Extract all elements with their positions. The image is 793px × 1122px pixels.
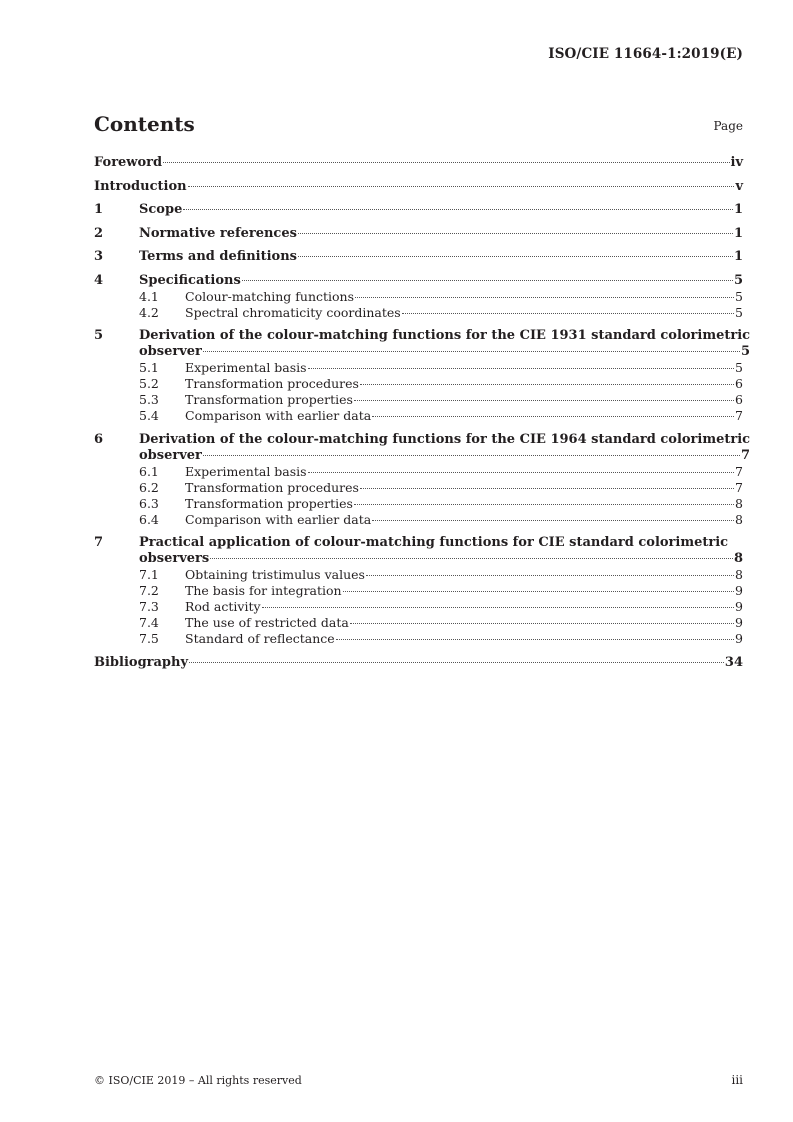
dot-leader xyxy=(183,209,733,210)
toc-subentry-7-3[interactable] xyxy=(94,599,743,615)
toc-entry-number: 4 xyxy=(94,272,104,288)
toc-subentry-5-2[interactable] xyxy=(94,376,743,392)
toc-entry-page: 8 xyxy=(735,495,743,511)
document-id-header: ISO/CIE 11664-1:2019(E) xyxy=(548,46,743,62)
toc-entry-page: 9 xyxy=(735,631,743,646)
dot-leader xyxy=(308,368,734,369)
toc-entry-number: 7.5 xyxy=(139,631,159,646)
toc-entry-page: 5 xyxy=(735,288,743,304)
toc-entry-page: 9 xyxy=(735,583,743,598)
toc-entry-page: 9 xyxy=(735,615,743,630)
toc-subentry-6-1[interactable] xyxy=(94,464,743,480)
toc-entry-title: Spectral chromaticity coordinates xyxy=(185,304,401,320)
dot-leader xyxy=(354,400,734,401)
toc-entry-page: 1 xyxy=(733,202,743,217)
toc-entry-number: 6.3 xyxy=(139,495,159,511)
toc-entry-title: Experimental basis xyxy=(185,463,307,479)
toc-entry-number: 7.1 xyxy=(139,567,159,582)
toc-entry-title: Transformation procedures xyxy=(185,479,359,495)
table-of-contents xyxy=(94,155,751,671)
toc-entry-number: 7.3 xyxy=(139,599,159,614)
toc-entry-title: Scope xyxy=(139,202,183,217)
toc-entry-title: Standard of reflectance xyxy=(185,631,335,646)
toc-entry-page: 1 xyxy=(733,249,743,264)
toc-entry-derivation-1931[interactable] xyxy=(94,328,751,360)
toc-entry-scope[interactable] xyxy=(94,202,743,218)
dot-leader xyxy=(354,504,734,505)
dot-leader xyxy=(350,623,734,624)
page-number: iii xyxy=(731,1073,743,1087)
toc-entry-title: Experimental basis xyxy=(185,360,307,375)
dot-leader xyxy=(308,472,734,473)
toc-entry-page: 7 xyxy=(735,463,743,479)
dot-leader xyxy=(355,297,734,298)
toc-entry-number: 5.3 xyxy=(139,392,159,407)
toc-entry-title-line2: observer xyxy=(139,344,202,359)
toc-entry-title: Comparison with earlier data xyxy=(185,408,372,423)
toc-subentry-6-3[interactable] xyxy=(94,496,743,512)
toc-entry-derivation-1964[interactable] xyxy=(94,431,751,464)
toc-entry-bibliography[interactable] xyxy=(94,655,743,671)
toc-entry-number: 7.4 xyxy=(139,615,159,630)
toc-entry-title-line2: observer xyxy=(139,447,202,463)
dot-leader xyxy=(203,351,740,352)
dot-leader xyxy=(343,591,734,592)
toc-entry-page: iv xyxy=(730,155,743,170)
dot-leader xyxy=(262,607,735,608)
toc-entry-page: 7 xyxy=(741,447,751,463)
toc-entry-title: Specifications xyxy=(139,272,241,288)
toc-subentry-6-4[interactable] xyxy=(94,512,743,528)
dot-leader xyxy=(336,639,734,640)
dot-leader xyxy=(189,662,724,663)
toc-entry-number: 6.1 xyxy=(139,463,159,479)
toc-entry-number: 6.2 xyxy=(139,479,159,495)
dot-leader xyxy=(372,416,734,417)
toc-entry-page: 34 xyxy=(724,654,743,670)
contents-heading: Contents xyxy=(94,112,195,136)
toc-entry-title: Transformation procedures xyxy=(185,376,359,391)
toc-subentry-6-2[interactable] xyxy=(94,480,743,496)
toc-entry-title: Transformation properties xyxy=(185,392,353,407)
toc-entry-number: 5 xyxy=(94,328,104,343)
toc-entry-title: Rod activity xyxy=(185,599,261,614)
toc-entry-page: 5 xyxy=(741,344,751,359)
toc-entry-title: The use of restricted data xyxy=(185,615,349,630)
toc-entry-page: 9 xyxy=(735,599,743,614)
dot-leader xyxy=(402,313,734,314)
dot-leader xyxy=(298,233,733,234)
toc-entry-number: 4.1 xyxy=(139,288,159,304)
toc-entry-title: Obtaining tristimulus values xyxy=(185,567,365,582)
dot-leader xyxy=(163,162,729,163)
dot-leader xyxy=(298,256,733,257)
toc-entry-page: 8 xyxy=(733,551,743,566)
toc-entry-page: 7 xyxy=(735,479,743,495)
toc-entry-title: Foreword xyxy=(94,155,163,170)
toc-entry-page: 5 xyxy=(735,304,743,320)
toc-entry-page: 8 xyxy=(735,567,743,582)
toc-entry-page: 6 xyxy=(735,376,743,391)
toc-entry-title-line1: Derivation of the colour-matching functions for the CIE 1964 standard colorimetric xyxy=(139,431,751,447)
toc-subentry-7-4[interactable] xyxy=(94,615,743,631)
toc-entry-number: 5.1 xyxy=(139,360,159,375)
toc-entry-page: 5 xyxy=(733,272,743,288)
dot-leader xyxy=(203,455,740,456)
toc-entry-title: Transformation properties xyxy=(185,495,353,511)
page-column-label: Page xyxy=(713,119,743,133)
toc-entry-introduction[interactable] xyxy=(94,179,743,195)
toc-subentry-5-4[interactable] xyxy=(94,408,743,424)
toc-entry-title-line1: Practical application of colour-matching functions for CIE standard colorimetric xyxy=(139,535,729,550)
toc-subentry-7-5[interactable] xyxy=(94,631,743,647)
toc-entry-number: 6.4 xyxy=(139,511,159,527)
toc-entry-number: 6 xyxy=(94,431,104,447)
toc-entry-number: 1 xyxy=(94,202,104,217)
toc-subentry-5-1[interactable] xyxy=(94,360,743,376)
toc-entry-number: 7 xyxy=(94,535,104,550)
toc-subentry-7-1[interactable] xyxy=(94,567,743,583)
toc-entry-number: 5.2 xyxy=(139,376,159,391)
toc-subentry-4-2[interactable] xyxy=(94,305,743,321)
toc-entry-page: 1 xyxy=(733,225,743,241)
toc-entry-title: Colour-matching functions xyxy=(185,288,355,304)
dot-leader xyxy=(372,520,734,521)
toc-entry-title-line1: Derivation of the colour-matching functions for the CIE 1931 standard colorimetric xyxy=(139,328,751,343)
toc-entry-page: 6 xyxy=(735,392,743,407)
toc-entry-number: 2 xyxy=(94,225,104,241)
toc-entry-normative-references[interactable] xyxy=(94,226,743,242)
dot-leader xyxy=(210,558,733,559)
dot-leader xyxy=(242,280,733,281)
toc-entry-number: 7.2 xyxy=(139,583,159,598)
copyright-notice: © ISO/CIE 2019 – All rights reserved xyxy=(94,1074,302,1087)
toc-entry-page: 7 xyxy=(735,408,743,423)
toc-subentry-7-2[interactable] xyxy=(94,583,743,599)
dot-leader xyxy=(360,488,734,489)
toc-entry-title: The basis for integration xyxy=(185,583,342,598)
toc-entry-title: Bibliography xyxy=(94,654,189,670)
toc-entry-number: 3 xyxy=(94,249,104,264)
toc-entry-number: 4.2 xyxy=(139,304,159,320)
toc-entry-terms-and-definitions[interactable] xyxy=(94,249,743,265)
toc-entry-title: Comparison with earlier data xyxy=(185,511,372,527)
toc-entry-title: Terms and definitions xyxy=(139,249,297,264)
toc-entry-practical-application[interactable] xyxy=(94,535,743,567)
dot-leader xyxy=(366,575,734,576)
toc-entry-title: Normative references xyxy=(139,225,297,241)
toc-entry-page: 8 xyxy=(735,511,743,527)
toc-entry-foreword[interactable] xyxy=(94,155,743,171)
toc-entry-specifications[interactable] xyxy=(94,273,743,289)
dot-leader xyxy=(188,186,735,187)
toc-entry-page: v xyxy=(735,178,743,194)
toc-subentry-5-3[interactable] xyxy=(94,392,743,408)
toc-entry-page: 5 xyxy=(735,360,743,375)
toc-entry-title-line2: observers xyxy=(139,551,210,566)
toc-entry-number: 5.4 xyxy=(139,408,159,423)
toc-entry-title: Introduction xyxy=(94,178,187,194)
dot-leader xyxy=(360,384,734,385)
toc-subentry-4-1[interactable] xyxy=(94,289,743,305)
